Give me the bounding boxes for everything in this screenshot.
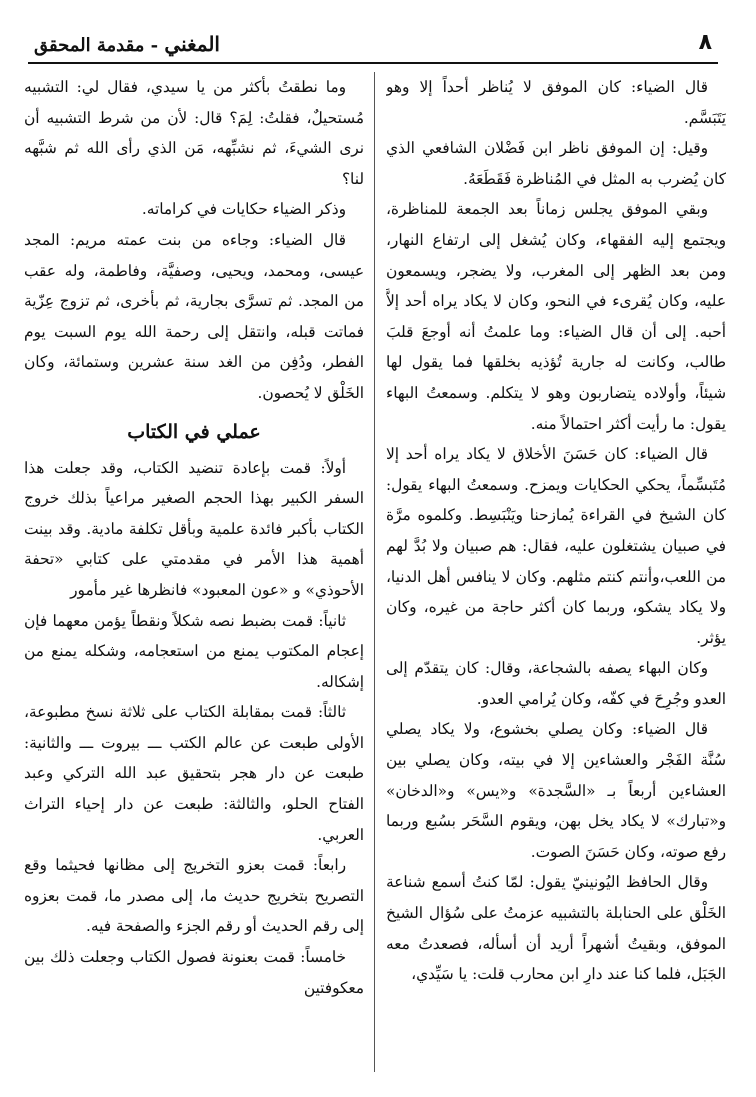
paragraph: قال الضياء: وجاءه من بنت عمته مريم: المجد عيسى، ومحمد، ويحيى، وصفيَّة، وفاطمة، وله عقب من المجد. ثم تسرَّى بجارية، ثم بأخرى، ثم تزوج عِزّية فماتت قبله، وانتقل إلى رحمة الله يوم السبت يوم الفطر، ودُفِن من الغد سنة عشرين وستمائة، وكان الخَلْق لا يُحصون. bbox=[24, 230, 364, 402]
paragraph: ثالثاً: قمت بمقابلة الكتاب على ثلاثة نسخ مطبوعة، الأولى طبعت عن عالم الكتب ـــ بيروت ـــ والثانية: طبعت عن دار هجر بتحقيق عبد الله التركي وعبد الفتاح الحلو، والثالثة: طبعت عن دار إحياء التراث العربي. bbox=[24, 703, 364, 844]
page-header bbox=[28, 28, 718, 64]
page-number: ٨ bbox=[698, 30, 712, 55]
paragraph: قال الضياء: وكان يصلي بخشوع، ولا يكاد يصلي سُنَّة الفَجْر والعشاءين إلا في بيته، وكان يصلي بين العشاءين أربعاً بـ «السَّجدة» و«يس» و«الدخان» و«تبارك» لا يكاد يخل بهن، ويقوم السَّحَر بسُبع وربما رفع صوته، وكان حَسَنَ الصوت. bbox=[386, 720, 726, 861]
paragraph: وقال الحافظ اليُونينيّ يقول: لمّا كنتُ أسمع شناعة الخَلْق على الحنابلة بالتشبيه عزمتُ على سُؤال الشيخ الموفق، وبقيتُ أشهراً أريد أن أسأله، فصعدتُ معه الجَبَل، فلما كنا عند دارِ ابن محارب قلت: يا سَيِّدي، bbox=[386, 873, 726, 984]
paragraph: رابعاً: قمت بعزو التخريج إلى مظانها فحيثما وقع التصريح بتخريج حديث ما، إلى مصدر ما، قمت بعزوه إلى رقم الحديث أو رقم الجزء والصفحة فيه. bbox=[24, 856, 364, 936]
paragraph: وبقي الموفق يجلس زماناً بعد الجمعة للمناظرة، ويجتمع إليه الفقهاء، وكان يُشغل إلى ارتفاع النهار، ومن بعد الظهر إلى المغرب، ولا يضجر، ويسمعون عليه، وكان يُقرىء في النحو، وكان لا يكاد يراه أحد إلاَّ أحبه. إلى أن قال الضياء: وما علمتُ أنه أوجعَ قلبَ طالب، وكانت له جارية تُؤذيه بخلقها فما يقول لها شيئاً، وأولاده يتضاربون وهو لا يتكلم. وسمعتُ البهاء يقول: ما رأيت أكثر احتمالاً منه. bbox=[386, 200, 726, 433]
paragraph: خامساً: قمت بعنونة فصول الكتاب وجعلت ذلك بين معكوفتين bbox=[24, 948, 364, 997]
paragraph: وما نطقتُ بأكثر من يا سيدي، فقال لي: التشبيه مُستحيلٌ، فقلتُ: لِمَ؟ قال: لأن من شرط التشبيه أن نرى الشيءَ، ثم نشبِّهه، مَن الذي رأى الله ثم شبَّهه لنا؟ bbox=[24, 78, 364, 188]
paragraph: أولاً: قمت بإعادة تنضيد الكتاب، وقد جعلت هذا السفر الكبير بهذا الحجم الصغير مراعياً بذلك خروج الكتاب بأكبر فائدة علمية وبأقل تكلفة مادية. وقد بينت أهمية هذا الأمر في مقدمتي على كتابي «تحفة الأحوذي» و «عون المعبود» فانظرها غير مأمور bbox=[24, 458, 364, 599]
column-divider bbox=[374, 72, 375, 1072]
paragraph: قال الضياء: كان الموفق لا يُناظر أحداً إلا وهو يَتَبَسَّم. bbox=[386, 78, 726, 127]
left-column bbox=[24, 72, 364, 1082]
section-heading: عملي في الكتاب bbox=[127, 420, 261, 443]
paragraph: وكان البهاء يصفه بالشجاعة، وقال: كان يتقدّم إلى العدو وجُرِحَ في كفّه، وكان يُرامي العدو. bbox=[386, 659, 726, 708]
title-separator: - bbox=[144, 35, 165, 56]
paragraph: قال الضياء: كان حَسَنَ الأخلاق لا يكاد يراه أحد إلا مُتَبسِّماً، يحكي الحكايات ويمزح. وسمعتُ البهاء يقول: كان الشيخ في القراءة يُمازحنا ويَنْبَسِط. وكلموه مرَّة في صبيان يشتغلون عليه، فقال: هم صبيان ولا بُدَّ لهم من اللعب،وأنتم كنتم مثلهم. وكان لا ينافس أهل الدنيا، ولا يكاد يشكو، وربما كان أكثر حاجة من غيره، وكان يؤثر. bbox=[386, 445, 726, 647]
book-title: المغني bbox=[164, 32, 220, 56]
paragraph: وقيل: إن الموفق ناظر ابن فَضْلان الشافعي الذي كان يُضرب به المثل في المُناظرة فَقَطَعَهُ. bbox=[386, 139, 726, 188]
running-title bbox=[34, 32, 220, 56]
section-title: مقدمة المحقق bbox=[34, 35, 145, 56]
paragraph: وذكر الضياء حكايات في كراماته. bbox=[141, 200, 346, 219]
paragraph: ثانياً: قمت بضبط نصه شكلاً ونقطاً يؤمن معهما فإن إعجام المكتوب يمنع من استعجامه، وشكله يمنع من إشكاله. bbox=[24, 611, 364, 691]
right-column bbox=[386, 72, 726, 1082]
